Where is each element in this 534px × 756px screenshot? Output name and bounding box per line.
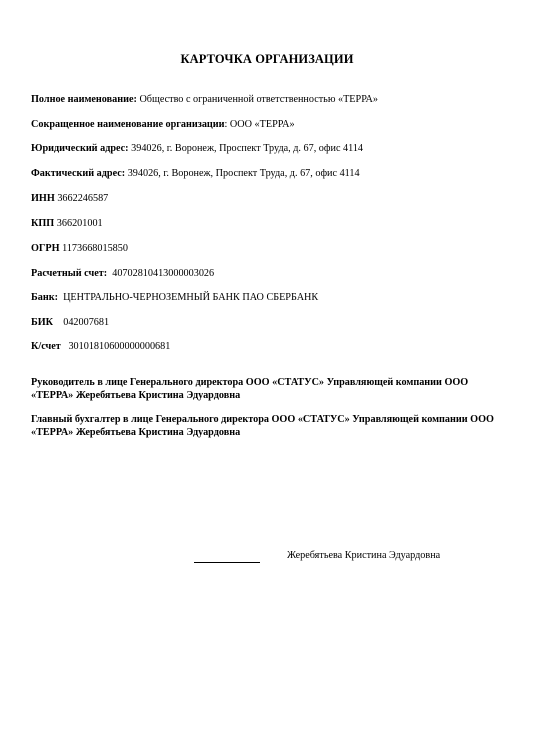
field-label: Сокращенное наименование организации	[31, 119, 225, 130]
document-title: КАРТОЧКА ОРГАНИЗАЦИИ	[180, 52, 354, 66]
field-actual-address	[31, 168, 511, 180]
field-label: Юридический адрес:	[31, 143, 129, 154]
field-legal-address	[31, 143, 511, 155]
field-short-name: Сокращенное наименование организации: ООО «ТЕРРА»	[31, 119, 295, 130]
field-full-name	[31, 94, 511, 106]
field-value: 1173668015850	[62, 243, 128, 254]
field-value: 30101810600000000681	[68, 341, 171, 352]
field-label: КПП	[31, 218, 55, 229]
field-label: К/счет	[31, 341, 61, 352]
signature-name: Жеребятьева Кристина Эдуардовна	[287, 550, 441, 561]
field-bik	[31, 317, 511, 329]
accountant-text: Главный бухгалтер в лице Генерального директора ООО «СТАТУС» Управляющей компании ООО «ТЕРРА» Жеребятьева Кристина Эдуардовна	[31, 414, 494, 438]
field-label: Расчетный счет:	[31, 268, 108, 279]
field-label: Банк:	[31, 292, 58, 303]
field-label: ИНН	[31, 193, 55, 204]
field-value: 40702810413000003026	[112, 268, 215, 279]
field-inn	[31, 193, 511, 205]
field-bank	[31, 292, 511, 304]
field-label: БИК	[31, 317, 54, 328]
director-text: Руководитель в лице Генерального директора ООО «СТАТУС» Управляющей компании ООО «ТЕРРА» Жеребятьева Кристина Эдуардовна	[31, 377, 469, 401]
field-label: Фактический адрес:	[31, 168, 126, 179]
field-kpp	[31, 218, 511, 230]
field-value: ООО «ТЕРРА»	[229, 119, 295, 130]
field-corr-account	[31, 341, 511, 353]
signature-line	[194, 552, 260, 563]
field-value: 3662246587	[57, 193, 109, 204]
field-account	[31, 268, 511, 280]
field-value: 042007681	[63, 317, 110, 328]
field-value: ЦЕНТРАЛЬНО-ЧЕРНОЗЕМНЫЙ БАНК ПАО СБЕРБАНК	[63, 292, 319, 303]
field-label: Полное наименование:	[31, 94, 137, 105]
field-value: Общество с ограниченной ответственностью «ТЕРРА»	[139, 94, 379, 105]
field-value: 394026, г. Воронеж, Проспект Труда, д. 67, офис 4114	[127, 168, 360, 179]
field-label: ОГРН	[31, 243, 60, 254]
field-ogrn	[31, 243, 511, 255]
field-value: 366201001	[56, 218, 103, 229]
field-value: 394026, г. Воронеж, Проспект Труда, д. 67, офис 4114	[131, 143, 364, 154]
